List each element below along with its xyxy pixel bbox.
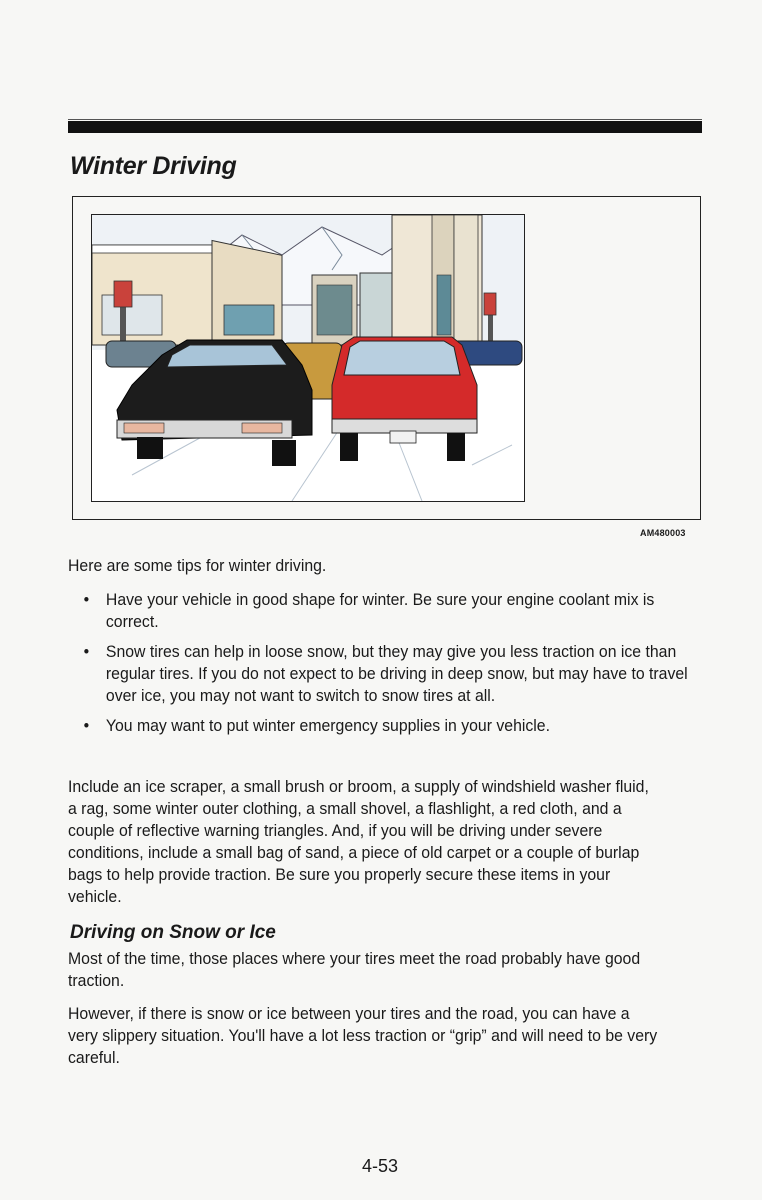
bullet-icon: •	[83, 590, 90, 609]
header-rule	[68, 121, 702, 133]
illustration-svg	[92, 215, 524, 501]
tips-list	[78, 589, 692, 745]
list-item: • Snow tires can help in loose snow, but they may give you less traction on ice than regular tires. If you do not expect to be driving in deep snow, but may have to travel over ice, you may not want to switch to snow tires at all.	[83, 642, 688, 705]
bullet-icon: •	[83, 642, 90, 661]
winter-parking-lot-illustration	[91, 214, 525, 502]
header-rule-thin	[68, 119, 702, 120]
section-heading: Driving on Snow or Ice	[70, 922, 276, 943]
section-paragraph: Most of the time, those places where your tires meet the road probably have good traction.	[68, 949, 641, 990]
list-item: • You may want to put winter emergency supplies in your vehicle.	[83, 716, 550, 735]
red-wagon	[332, 337, 477, 461]
section-paragraph: However, if there is snow or ice between your tires and the road, you can have a very slippery situation. You'll have a lot less traction or “grip” and will need to be very careful.	[68, 1004, 658, 1067]
list-item: • Have your vehicle in good shape for winter. Be sure your engine coolant mix is correct.	[83, 590, 655, 631]
intro-text: Here are some tips for winter driving.	[68, 556, 327, 575]
page-title: Winter Driving	[70, 152, 237, 180]
page-number: 4-53	[362, 1156, 399, 1176]
supplies-paragraph: Include an ice scraper, a small brush or broom, a supply of windshield washer fluid, a rag, some winter outer clothing, a small shovel, a flashlight, a red cloth, and a couple of reflective warning triangles. And, if you will be driving under severe conditions, include a small bag of sand, a piece of old carpet or a couple of burlap bags to help provide traction. Be sure you properly secure these items in your vehicle.	[68, 777, 649, 906]
bullet-icon: •	[83, 716, 90, 735]
figure-code: AM480003	[640, 528, 686, 538]
